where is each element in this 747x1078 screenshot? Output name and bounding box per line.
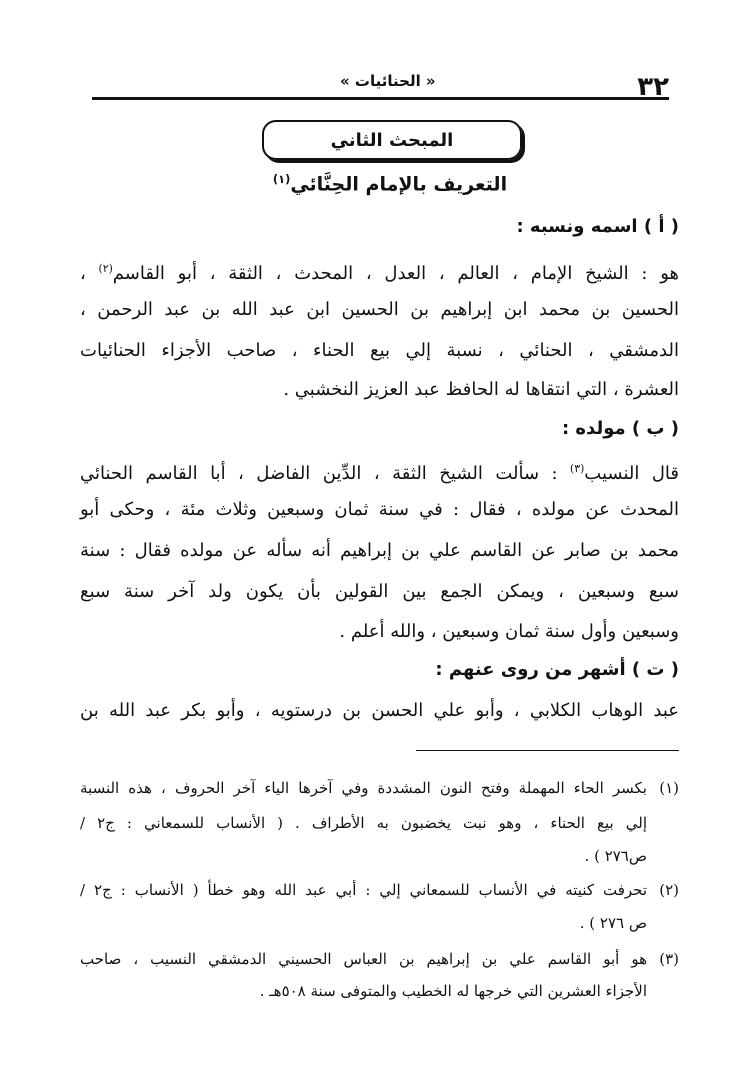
- footnote-1-line-3: ص٢٧٦ ) .: [584, 847, 647, 865]
- header-rule: [92, 97, 669, 100]
- footnote-1-line-1: بكسر الحاء المهملة وفتح النون المشددة وفي آخرها الياء آخر الحروف ، هذه النسبة: [80, 779, 647, 797]
- narrators-line-1: عبد الوهاب الكلابي ، وأبو علي الحسن بن درستويه ، وأبو بكر عبد الله بن: [80, 700, 679, 721]
- name-line-1-end: ،: [80, 263, 99, 284]
- name-line-3: الدمشقي ، الحنائي ، نسبة إلي بيع الحناء ، صاحب الأجزاء الحنائيات: [80, 340, 679, 361]
- birth-line-2: المحدث عن مولده ، فقال : في سنة ثمان وسبعين وثلاث مئة ، وحكى أبو: [80, 499, 679, 520]
- page-number: ٣٢: [637, 72, 669, 102]
- footnote-ref-1: (١): [272, 172, 291, 186]
- birth-line-5: وسبعين وأول سنة ثمان وسبعين ، والله أعلم .: [339, 621, 679, 642]
- name-line-1: [80, 257, 679, 286]
- section-title-box: [262, 120, 522, 160]
- footnote-ref-2: (٢): [98, 262, 113, 275]
- name-line-2: الحسين بن محمد ابن إبراهيم بن الحسين ابن عبد الله بن عبد الرحمن ،: [80, 299, 679, 320]
- birth-line-1-start: قال النسيب: [584, 463, 679, 484]
- footnote-rule: [416, 750, 679, 751]
- name-line-1-text: هو : الشيخ الإمام ، العالم ، العدل ، المحدث ، الثقة ، أبو القاسم: [112, 263, 679, 284]
- footnote-2-line-1: تحرفت كنيته في الأنساب للسمعاني إلي : أبي عبد الله وهو خطأ ( الأنساب : ج٢ /: [80, 881, 648, 899]
- subtitle-text: التعريف بالإمام الحِنَّائي: [290, 173, 508, 196]
- birth-line-1-rest: : سألت الشيخ الثقة ، الدِّين الفاضل ، أبا القاسم الحنائي: [80, 463, 571, 484]
- section-subtitle: [250, 172, 530, 195]
- birth-heading: ( ب ) مولده :: [561, 418, 679, 439]
- name-heading: ( أ ) اسمه ونسبه :: [516, 216, 679, 237]
- footnote-ref-3: (٣): [570, 462, 585, 475]
- footnote-1-number: (١): [659, 779, 679, 797]
- footnote-1-line-2: إلي بيع الحناء ، وهو نبت يخضبون به الأطراف . ( الأنساب للسمعاني : ج٢ /: [80, 814, 647, 832]
- running-title: « الحنائيات »: [340, 72, 436, 90]
- narrators-heading: ( ت ) أشهر من روى عنهم :: [435, 659, 679, 680]
- name-line-4: العشرة ، التي انتقاها له الحافظ عبد العزيز النخشبي .: [283, 379, 679, 400]
- birth-line-4: سبع وسبعين ، ويمكن الجمع بين القولين بأن يكون ولد آخر سنة سبع: [80, 581, 679, 602]
- footnote-3-number: (٣): [659, 950, 679, 968]
- footnote-2-line-2: ص ٢٧٦ ) .: [579, 914, 647, 932]
- birth-line-1: [80, 457, 679, 486]
- footnote-2-number: (٢): [659, 881, 679, 899]
- footnote-3-line-1: هو أبو القاسم علي بن إبراهيم بن العباس الحسيني الدمشقي النسيب ، صاحب: [80, 950, 647, 968]
- birth-line-3: محمد بن صابر عن القاسم علي بن إبراهيم أنه سأله عن مولده فقال : سنة: [80, 540, 679, 561]
- footnote-3-line-2: الأجزاء العشرين التي خرجها له الخطيب والمتوفى سنة ٥٠٨هـ .: [259, 982, 647, 1000]
- section-title: المبحث الثاني: [330, 129, 454, 151]
